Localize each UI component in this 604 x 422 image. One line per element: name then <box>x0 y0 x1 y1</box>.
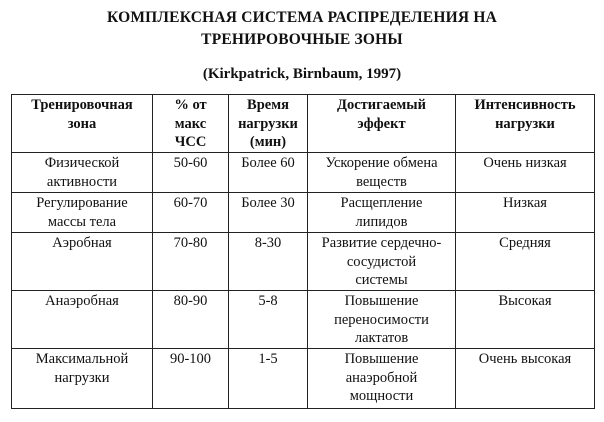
table-row <box>12 233 595 291</box>
document-title-line-1: КОМПЛЕКСНАЯ СИСТЕМА РАСПРЕДЕЛЕНИЯ НА <box>107 9 497 26</box>
training-zones-table <box>11 94 595 409</box>
cell-text: Очень низкая <box>483 155 567 171</box>
cell-hr-percent <box>153 291 229 349</box>
citation: (Kirkpatrick, Birnbaum, 1997) <box>202 66 402 82</box>
cell-text: Более 30 <box>241 195 295 211</box>
cell-intensity <box>456 349 595 409</box>
document-title-line-2: ТРЕНИРОВОЧНЫЕ ЗОНЫ <box>201 31 403 48</box>
cell-text: Регулирование массы тела <box>36 195 128 230</box>
cell-text: Повышение переносимости лактатов <box>334 293 429 346</box>
cell-text: 5-8 <box>258 293 278 309</box>
cell-time <box>229 193 308 233</box>
cell-time <box>229 153 308 193</box>
cell-text: Расщепление липидов <box>340 195 423 230</box>
table-row <box>12 291 595 349</box>
header-label: Интенсивность нагрузки <box>474 97 576 132</box>
cell-effect <box>308 233 456 291</box>
cell-effect <box>308 153 456 193</box>
header-max-hr-percent <box>153 95 229 153</box>
cell-effect <box>308 291 456 349</box>
cell-text: 70-80 <box>173 235 208 251</box>
cell-intensity <box>456 193 595 233</box>
cell-time <box>229 349 308 409</box>
cell-text: 8-30 <box>254 235 282 251</box>
cell-text: Аэробная <box>52 235 112 251</box>
cell-text: Повышение анаэробной мощности <box>344 351 419 404</box>
header-label: % от макс ЧСС <box>174 97 207 150</box>
cell-zone <box>12 349 153 409</box>
cell-text: 60-70 <box>173 195 208 211</box>
header-label: Достигаемый эффект <box>337 97 426 132</box>
cell-text: Ускорение обмена веществ <box>325 155 438 190</box>
cell-intensity <box>456 291 595 349</box>
table-row <box>12 349 595 409</box>
cell-zone <box>12 193 153 233</box>
header-intensity <box>456 95 595 153</box>
cell-effect <box>308 349 456 409</box>
cell-effect <box>308 193 456 233</box>
header-label: Время нагрузки (мин) <box>238 97 298 150</box>
table-row <box>12 153 595 193</box>
table-row <box>12 193 595 233</box>
cell-time <box>229 233 308 291</box>
cell-zone <box>12 291 153 349</box>
cell-intensity <box>456 233 595 291</box>
cell-hr-percent <box>153 233 229 291</box>
cell-text: Низкая <box>503 195 547 211</box>
header-training-zone <box>12 95 153 153</box>
cell-text: Высокая <box>498 293 552 309</box>
cell-hr-percent <box>153 193 229 233</box>
cell-hr-percent <box>153 153 229 193</box>
header-label: Тренировочная зона <box>31 97 133 132</box>
header-load-time <box>229 95 308 153</box>
cell-text: 50-60 <box>173 155 208 171</box>
cell-text: Анаэробная <box>45 293 119 309</box>
header-effect <box>308 95 456 153</box>
table-header-row <box>12 95 595 153</box>
cell-text: Очень высокая <box>478 351 572 367</box>
cell-text: Максимальной нагрузки <box>35 351 129 386</box>
cell-time <box>229 291 308 349</box>
cell-zone <box>12 233 153 291</box>
cell-zone <box>12 153 153 193</box>
cell-text: Физической активности <box>44 155 120 190</box>
cell-intensity <box>456 153 595 193</box>
cell-hr-percent <box>153 349 229 409</box>
cell-text: Развитие сердечно- сосудистой системы <box>321 235 442 288</box>
cell-text: 90-100 <box>169 351 212 367</box>
cell-text: 80-90 <box>173 293 208 309</box>
cell-text: Более 60 <box>241 155 295 171</box>
cell-text: Средняя <box>499 235 551 251</box>
cell-text: 1-5 <box>258 351 278 367</box>
